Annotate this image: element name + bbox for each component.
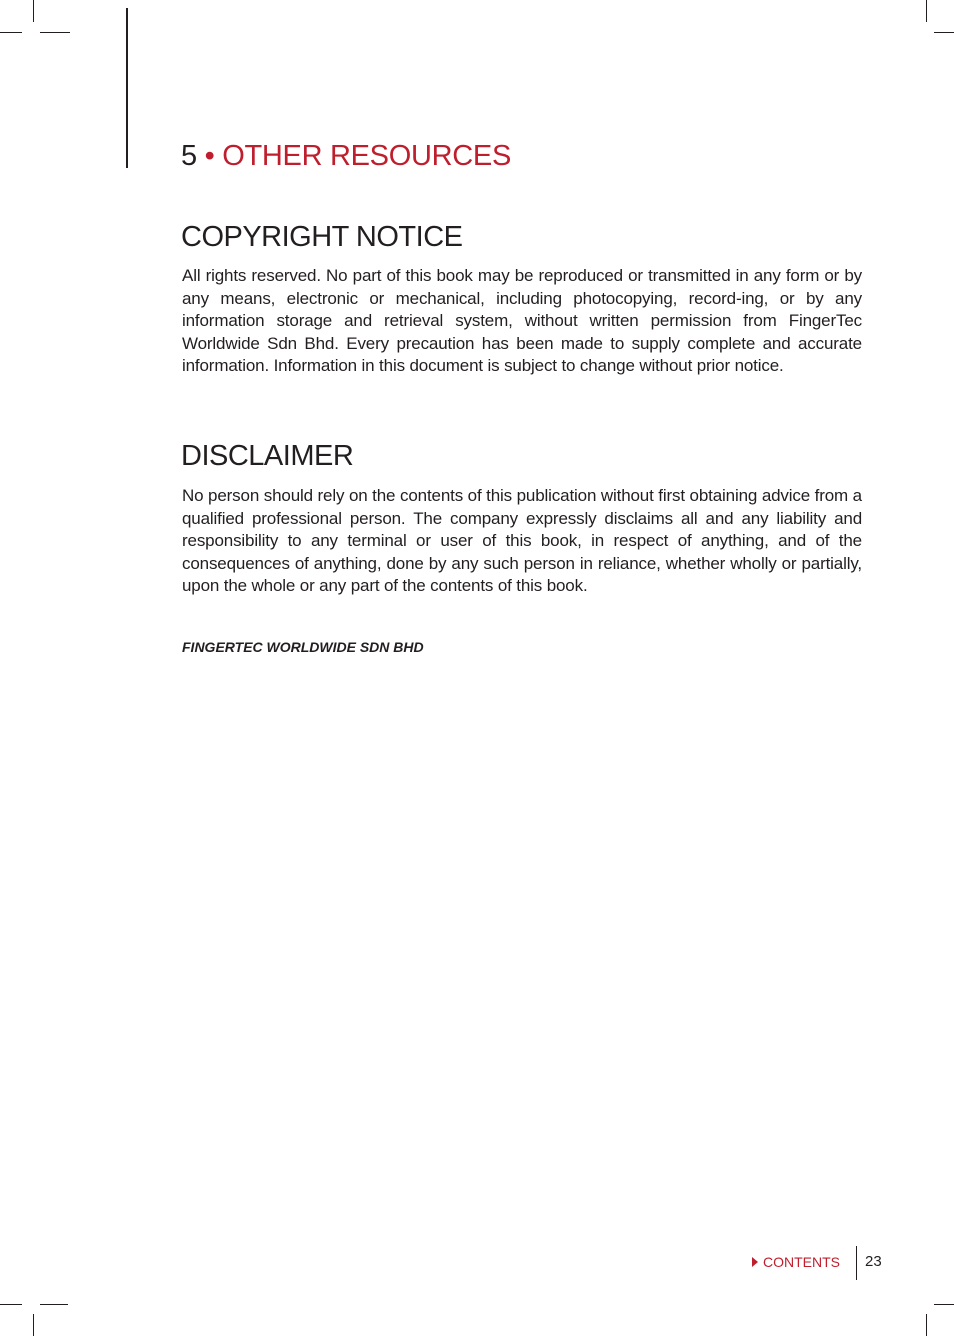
- copyright-heading: COPYRIGHT NOTICE: [181, 221, 463, 253]
- crop-mark-bottom-left-inner: [40, 1304, 68, 1305]
- crop-mark-bottom-right-vertical: [926, 1314, 927, 1336]
- crop-mark-top-right-vertical: [926, 0, 927, 22]
- contents-link[interactable]: [752, 1252, 840, 1272]
- triangle-right-icon: [752, 1257, 758, 1267]
- contents-label: CONTENTS: [763, 1254, 840, 1270]
- crop-mark-bottom-left-outer: [0, 1304, 22, 1305]
- crop-mark-top-left-outer: [0, 32, 22, 33]
- page-number: 23: [865, 1253, 882, 1270]
- crop-mark-top-left-inner: [40, 32, 70, 33]
- disclaimer-body: No person should rely on the contents of this publication without first obtaining advice from a qualified professional person. The company expressly disclaims all and any liability and responsibility to any terminal or user of this book, in respect of anything, and of the consequences of anything, done by any such person in reliance, whether wholly or partially, upon the whole or any part of the contents of this book.: [182, 486, 862, 596]
- chapter-heading: [181, 138, 511, 174]
- disclaimer-heading: DISCLAIMER: [181, 440, 354, 472]
- footer-divider: [856, 1246, 857, 1280]
- crop-mark-bottom-right-inner: [934, 1304, 954, 1305]
- chapter-separator: •: [204, 140, 215, 172]
- crop-mark-top-right-inner: [934, 32, 954, 33]
- copyright-body: All rights reserved. No part of this book may be reproduced or transmitted in any form or by any means, electronic or mechanical, including photocopying, record-ing, or by any information storage and retrieval system, without written permission from FingerTec Worldwide Sdn Bhd. Every precaution has been made to supply complete and accurate information. Information in this document is subject to change without prior notice.: [182, 266, 862, 376]
- chapter-title: OTHER RESOURCES: [222, 140, 511, 172]
- chapter-rule: [126, 8, 128, 168]
- company-name: FINGERTEC WORLDWIDE SDN BHD: [182, 639, 424, 655]
- chapter-number: 5: [181, 140, 197, 172]
- crop-mark-top-left-vertical: [33, 0, 34, 22]
- crop-mark-bottom-left-vertical: [33, 1314, 34, 1336]
